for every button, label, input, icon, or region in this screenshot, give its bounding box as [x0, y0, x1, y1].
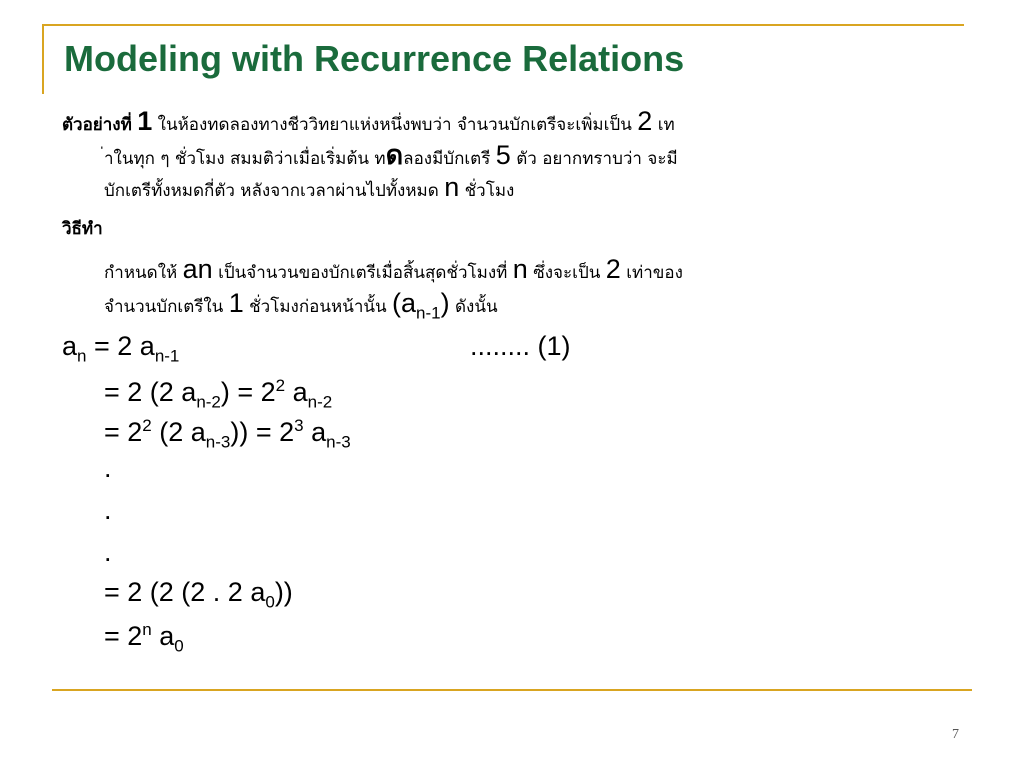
solution-text: เท่าของ	[626, 263, 683, 283]
slide-title: Modeling with Recurrence Relations	[64, 38, 685, 79]
solution-line-1	[104, 254, 683, 288]
example-text: ลองมีบักเตรี	[403, 149, 491, 169]
equation-5: = $2^n$ $a_0$	[104, 620, 184, 656]
example-text: บักเตรีทั้งหมดกี่ตัว หลังจากเวลาผ่านไปทั้งหมด	[104, 181, 439, 201]
solution-value: 2	[605, 254, 621, 284]
ellipsis-dot-3: .	[104, 537, 112, 567]
bottom-rule	[52, 689, 972, 691]
example-value: 2	[637, 106, 653, 136]
example-text: ด	[385, 140, 404, 170]
solution-text: เป็นจำนวนของบักเตรีเมื่อสิ้นสุดชั่วโมงที่	[218, 263, 508, 283]
example-text: ่าในทุก ๆ ชั่วโมง สมมติว่าเมื่อเริ่มต้น ท	[104, 149, 386, 169]
solution-term: $(a_{n-1})$	[392, 288, 450, 323]
top-rule	[42, 24, 964, 26]
equation-1: $a_n = 2$ $a_{n-1}$	[62, 331, 180, 366]
example-text: เท	[657, 115, 675, 135]
solution-label-line	[62, 214, 103, 244]
solution-line-2	[104, 288, 498, 328]
solution-text: ซึ่งจะเป็น	[533, 263, 601, 283]
example-value: n	[444, 172, 460, 202]
ellipsis-dot-1: .	[104, 453, 112, 483]
example-line-3	[104, 172, 514, 206]
example-line-2	[104, 140, 678, 174]
equation-3: = $2^2$ (2 $a_{n-3})) = 2^3$ $a_{n-3}$	[104, 416, 351, 452]
solution-label: วิธีทำ	[62, 219, 103, 239]
solution-term: an	[182, 254, 213, 284]
example-number: 1	[137, 106, 153, 136]
solution-text: จำนวนบักเตรีใน	[104, 297, 224, 317]
equation-2: = 2 (2 $a_{n-2}) = 2^2$ $a_{n-2}$	[104, 376, 333, 412]
example-text: ตัว อยากทราบว่า จะมี	[516, 149, 678, 169]
example-text: ชั่วโมง	[464, 181, 515, 201]
left-rule	[42, 24, 44, 94]
page-number: 7	[952, 727, 959, 742]
example-value: 5	[495, 140, 511, 170]
solution-text: ชั่วโมงก่อนหน้านั้น	[249, 297, 387, 317]
solution-value: 1	[228, 288, 244, 318]
solution-value: n	[512, 254, 528, 284]
equation-4: = 2 (2 (2 . 2 $a_0$))	[104, 577, 293, 612]
solution-text: กำหนดให้	[104, 263, 178, 283]
solution-text: ดังนั้น	[455, 297, 498, 317]
example-line-1	[62, 106, 675, 140]
equation-reference: ........ (1)	[470, 331, 571, 361]
ellipsis-dot-2: .	[104, 495, 112, 525]
example-text: ในห้องทดลองทางชีววิทยาแห่งหนึ่งพบว่า จำนวนบักเตรีจะเพิ่มเป็น	[157, 115, 632, 135]
example-label: ตัวอย่างที่	[62, 115, 132, 135]
